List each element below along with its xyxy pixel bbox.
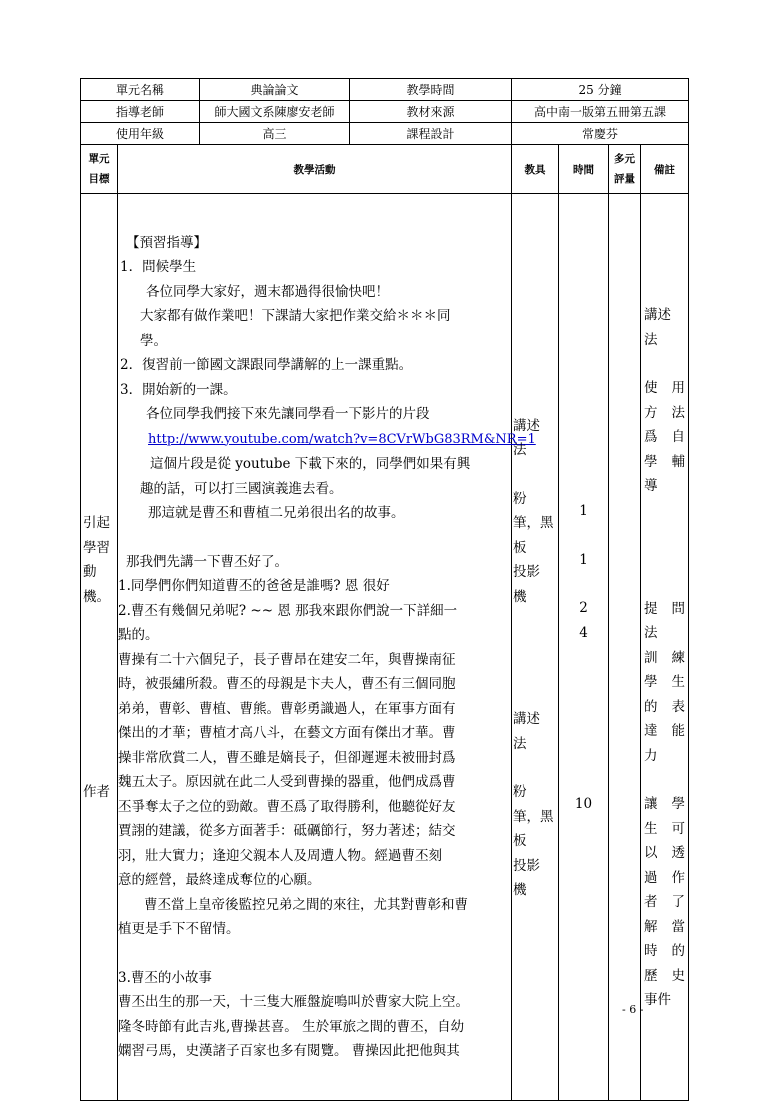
design-label: 課程設計 — [350, 123, 512, 145]
time-value: 10 — [574, 796, 593, 813]
activity-line: 趣的話，可以打三國演義進去看。 — [140, 480, 343, 497]
activity-line: 1.同學們你們知道曹丕的爸爸是誰嗎? 恩 很好 — [118, 578, 390, 594]
col-tools: 教具 — [512, 145, 559, 194]
col-assessment: 多元評量 — [609, 145, 641, 194]
note-line: 事件 — [644, 992, 672, 1009]
note-line: 講述 — [644, 307, 672, 324]
col-unit-goal: 單元目標 — [81, 145, 118, 194]
assessment-cell — [609, 194, 644, 1101]
col-activity: 教學活動 — [118, 145, 512, 194]
note-line: 導 — [644, 478, 658, 495]
column-header-row — [81, 145, 689, 194]
source-value: 高中南一版第五冊第五課 — [512, 101, 689, 123]
activity-line: 羽，壯大實力；逢迎父親本人及周遭人物。經過曹丕刻 — [118, 847, 442, 864]
tool-line: 法 — [513, 735, 527, 752]
note-line: 學 輔 — [644, 453, 686, 470]
goal-cell — [81, 194, 118, 1101]
activity-line: 賈詡的建議，從多方面著手：砥礪節行，努力著述；結交 — [118, 823, 456, 839]
grade-value: 高三 — [200, 123, 350, 145]
note-line: 提 問 — [644, 600, 686, 617]
activity-line: 3.曹丕的小故事 — [118, 969, 212, 986]
tool-line: 法 — [513, 442, 527, 458]
youtube-link[interactable]: http://www.youtube.com/watch?v=8CVrWbG83RM&NR=1 — [148, 431, 536, 447]
col-notes: 備註 — [641, 145, 689, 194]
activity-line: 意的經營，最終達成奪位的心願。 — [118, 872, 321, 888]
activity-line: 那我們先講一下曹丕好了。 — [126, 553, 288, 570]
activity-line: 2.曹丕有幾個兄弟呢? ~~ 恩 那我來跟你們說一下詳細一 — [118, 602, 458, 619]
tool-line: 板 — [513, 539, 527, 556]
activity-line: 3．開始新的一課。 — [120, 381, 237, 398]
activity-line: 植更是手下不留情。 — [118, 921, 240, 937]
header-row-3 — [81, 123, 689, 145]
goal-intro-line: 機。 — [83, 588, 110, 605]
activity-line: 各位同學我們接下來先讓同學看一下影片的片段 — [146, 406, 430, 422]
activity-line: 時，被張繡所殺。曹丕的母親是卞夫人，曹丕有三個同胞 — [118, 676, 456, 692]
note-line: 的 表 — [644, 698, 686, 715]
tools-cell — [512, 194, 559, 1101]
teaching-time-label: 教學時間 — [350, 79, 512, 101]
activity-line: 嫻習弓馬，史漢諸子百家也多有閱覽。 曹操因此把他與其 — [118, 1043, 460, 1059]
activity-line: 大家都有做作業吧！下課請大家把作業交給＊＊＊同 — [140, 308, 451, 324]
activity-line: 曹丕當上皇帝後監控兄弟之間的來往，尤其對曹彰和曹 — [144, 896, 468, 913]
activity-line: 曹操有二十六個兒子，長子曹昂在建安二年，與曹操南征 — [118, 651, 456, 668]
activity-line: 操非常欣賞二人，曹丕雖是嫡長子，但卻遲遲未被冊封爲 — [118, 749, 456, 766]
time-value: 1 — [579, 503, 588, 520]
goal-author: 作者 — [83, 784, 110, 801]
page-number: - 6 - — [622, 1003, 644, 1016]
teaching-time-value: 25 分鐘 — [512, 79, 689, 101]
note-line: 學 生 — [644, 674, 686, 691]
note-line: 使 用 — [644, 380, 686, 397]
tool-line: 投影 — [513, 564, 541, 580]
note-line: 法 — [644, 625, 658, 642]
tool-line: 講述 — [513, 711, 541, 727]
note-line: 過 作 — [644, 869, 686, 886]
note-line: 歷 史 — [644, 967, 686, 984]
time-value: 2 — [579, 600, 588, 617]
unit-name-value: 典論論文 — [200, 79, 350, 101]
goal-intro-line: 引起 — [83, 515, 110, 532]
col-time: 時間 — [559, 145, 609, 194]
note-line: 者 了 — [644, 894, 686, 911]
note-line: 讓 學 — [644, 796, 686, 813]
tool-line: 筆，黑 — [513, 808, 554, 825]
activity-line: 各位同學大家好，週末都過得很愉快吧！ — [146, 283, 389, 300]
time-value: 1 — [579, 551, 588, 568]
activity-line: 隆冬時節有此吉兆,曹操甚喜。 生於軍旅之間的曹丕，自幼 — [118, 1018, 465, 1035]
note-line: 訓 練 — [644, 649, 686, 666]
activity-line: 點的。 — [118, 627, 159, 643]
tool-line: 機 — [513, 882, 527, 898]
activity-line: 魏五太子。原因就在此二人受到曹操的器重，他們成爲曹 — [118, 774, 456, 790]
note-line: 法 — [644, 331, 658, 348]
teacher-label: 指導老師 — [81, 101, 200, 123]
tool-line: 機 — [513, 588, 527, 605]
tool-line: 投影 — [513, 857, 541, 874]
tool-line: 粉 — [513, 490, 527, 507]
note-line: 以 透 — [644, 845, 686, 862]
note-line: 力 — [644, 747, 658, 764]
activity-line: 丕爭奪太子之位的勁敵。曹丕爲了取得勝利，他聽從好友 — [118, 798, 456, 815]
source-label: 教材來源 — [350, 101, 512, 123]
activity-body-row — [81, 194, 689, 1101]
activity-line: 2．復習前一節國文課跟同學講解的上一課重點。 — [120, 357, 413, 373]
activity-line: 曹丕出生的那一天，十三隻大雁盤旋鳴叫於曹家大院上空。 — [118, 994, 469, 1010]
activity-line: 這個片段是從 youtube 下載下來的，同學們如果有興 — [150, 456, 471, 472]
activity-line: 1．問候學生 — [120, 259, 197, 275]
tool-line: 講述 — [513, 417, 541, 434]
tool-line: 筆，黑 — [513, 515, 554, 531]
goal-intro-line: 學習 — [83, 539, 110, 556]
note-line: 解 當 — [644, 918, 686, 935]
teacher-value: 師大國文系陳廖安老師 — [200, 101, 350, 123]
time-cell — [559, 194, 609, 1101]
unit-name-label: 單元名稱 — [81, 79, 200, 101]
note-line: 時 的 — [644, 943, 686, 960]
grade-label: 使用年級 — [81, 123, 200, 145]
activity-line: 弟弟，曹彰、曹植、曹熊。曹彰勇識過人，在軍事方面有 — [118, 700, 456, 717]
tool-line: 粉 — [513, 784, 527, 800]
tool-line: 板 — [513, 833, 527, 849]
note-line: 爲 自 — [644, 429, 686, 446]
activity-line: 傑出的才華；曹植才高八斗，在藝文方面有傑出才華。曹 — [118, 725, 456, 741]
note-line: 生 可 — [644, 820, 686, 837]
prep-title: 【預習指導】 — [126, 234, 207, 251]
time-value: 4 — [579, 624, 588, 641]
activity-line: 那這就是曹丕和曹植二兄弟很出名的故事。 — [148, 505, 405, 521]
goal-intro-line: 動 — [83, 564, 97, 581]
header-row-2 — [81, 101, 689, 123]
notes-cell — [641, 194, 689, 1101]
activity-line: 學。 — [140, 332, 167, 349]
lesson-plan-table — [80, 78, 689, 1101]
design-value: 常慶芬 — [512, 123, 689, 145]
note-line: 方 法 — [644, 404, 686, 421]
note-line: 達 能 — [644, 723, 686, 740]
header-row-1 — [81, 79, 689, 101]
